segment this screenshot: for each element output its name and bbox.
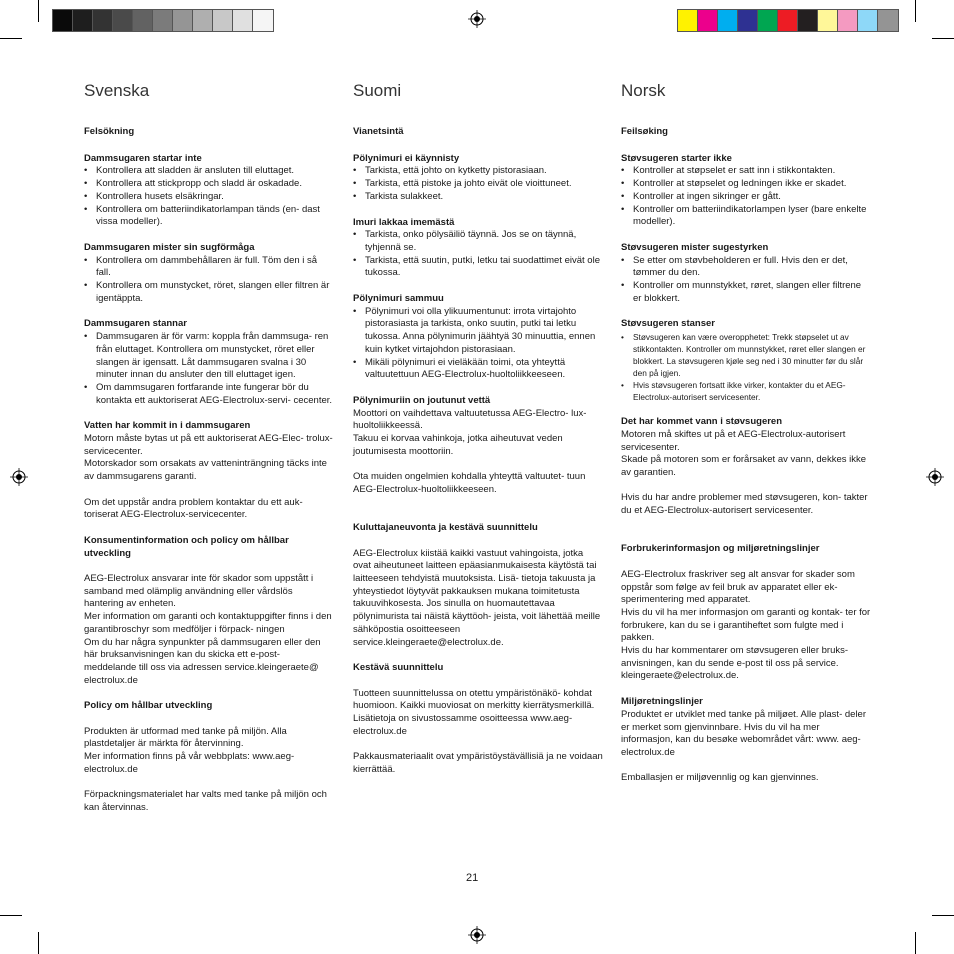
list-item: • Se etter om støvbeholderen er full. Hvis den er det, tømmer du den. [621,255,871,280]
paragraph: Hvis du vil ha mer informasjon om garanti og kontak- ter for forbrukere, kan du se i garantiheftet som fulgte med i pakken. [621,606,871,644]
registration-target-icon [468,10,486,28]
section-title: Dammsugaren mister sin sugförmåga [84,241,255,253]
section-title: Felsökning [84,126,135,137]
crop-mark [915,0,916,22]
section-title: Kuluttajaneuvonta ja kestävä suunnittelu [353,522,538,534]
list-item: • Støvsugeren kan være overopphetet: Trekk støpselet ut av stikkontakten. Kontroller om munnstykket, røret eller slangen er blokkert. La støvsugeren kjøle seg ned i 30 minutter før du slår den på igjen. [621,331,871,379]
section-title: Kestävä suunnittelu [353,662,444,674]
paragraph: Emballasjen er miljøvennlig og kan gjenvinnes. [621,772,819,784]
paragraph [353,458,603,471]
paragraph: Ota muiden ongelmien kohdalla yhteyttä valtuutet- tuun AEG-Electrolux-huoltoliikkeeseen. [353,471,586,495]
list-item: • Tarkista, että pistoke ja johto eivät ole vioittuneet. [353,178,603,191]
gray-swatch [213,10,233,31]
section [621,242,871,306]
paragraph: Mer information om garanti och kontaktuppgifter finns i den garantibroschyr som medföljer i förpack- ningen [84,611,332,635]
paragraph: AEG-Electrolux kiistää kaikki vastuut vahingoista, jotka ovat aiheutuneet laitteen epäasianmukaisesta käytöstä tai laitteeseen tehdyistä muutoksista. Lisä- tietoja takuusta ja yhteystiedot löytyvät pakkauksen mukana toimitetusta takuuvihkosesta. Jos sinulla on huomautettavaa pölynimurista tai näistä käyttöoh- jeista, voit lähettää meille sähköpostia osoitteeseen service.kleingeraete@electrolux.de. [353,547,601,648]
list-item: • Mikäli pölynimuri ei vieläkään toimi, ota yhteyttä valtuutettuun AEG-Electrolux-huoltoliikkeeseen. [353,357,603,382]
column-suomi [353,80,603,790]
crop-mark [0,38,22,39]
color-swatch [878,10,898,31]
list-item: • Tarkista, että johto on kytketty pistorasiaan. [353,165,603,178]
paragraph: Pakkausmateriaalit ovat ympäristöystävällisiä ja ne voidaan kierrättää. [353,751,603,775]
bullet-list [353,165,603,203]
section-title: Pölynimuriin on joutunut vettä [353,394,491,406]
color-swatch [818,10,838,31]
list-item: • Tarkista, että suutin, putki, letku tai suodattimet eivät ole tukossa. [353,255,603,280]
color-swatch [798,10,818,31]
crop-mark [38,0,39,22]
paragraph [621,760,871,773]
list-item: • Kontroller at ingen sikringer er gått. [621,191,871,204]
bullet-list [621,255,871,306]
section [84,318,334,407]
grayscale-calibration-strip [52,9,274,32]
color-swatch [738,10,758,31]
list-item: • Dammsugaren är för varm: koppla från dammsuga- ren från eluttaget. Kontrollera om munstycket, röret eller slangen är igensatt. Låt dammsugaren svalna i 30 minuter innan du ansluter den till eluttaget igen. [84,331,334,382]
bullet-list [621,165,871,229]
page-number: 21 [466,872,479,884]
section [621,126,871,139]
section-title: Forbrukerinformasjon og miljøretningslinjer [621,543,820,555]
gray-swatch [133,10,153,31]
color-swatch [858,10,878,31]
crop-mark [932,38,954,39]
section-title: Feilsøking [621,126,668,137]
bullet-list [353,306,603,382]
section [621,543,871,683]
paragraph: AEG-Electrolux fraskriver seg alt ansvar for skader som oppstår som følge av feil bruk av apparatet eller ek- sperimentering med apparatet. [621,568,855,606]
paragraph: Om du har några synpunkter på dammsugaren eller den här bruksanvisningen kan du skicka ett e-post- meddelande till oss via adressen service.kleingeraete@ electrolux.de [84,636,321,686]
language-heading: Suomi [353,81,402,100]
section-title: Vianetsintä [353,126,404,137]
crop-mark [932,915,954,916]
paragraph: Skade på motoren som er forårsaket av vann, dekkes ikke av garantien. [621,454,867,478]
section-title: Pölynimuri ei käynnisty [353,152,460,164]
section [84,420,334,522]
paragraph [84,777,334,790]
section-title: Vatten har kommit in i dammsugaren [84,420,251,432]
section-title: Policy om hållbar utveckling [84,700,213,712]
paragraph [621,518,871,531]
color-swatch [758,10,778,31]
section [621,318,871,403]
paragraph: Mer information finns på vår webbplats: www.aeg- electrolux.de [84,751,295,775]
section [84,700,334,814]
list-item: • Kontroller at støpselet og ledningen ikke er skadet. [621,178,871,191]
paragraph: Produkten är utformad med tanke på miljön. Alla plastdetaljer är märkta för återvinning. [84,725,287,750]
section [353,126,603,139]
gray-swatch [173,10,193,31]
paragraph: Produktet er utviklet med tanke på miljøet. Alle plast- deler er merket som gjenvinnbare. Hvis du vil ha mer informasjon, kan du besøke webområdet vårt: www. aeg-electrolux.de [621,708,867,758]
section-title: Imuri lakkaa imemästä [353,216,455,228]
paragraph: Om det uppstår andra problem kontaktar du ett auk- toriserat AEG-Electrolux-servicecenter. [84,496,303,521]
language-heading: Svenska [84,81,150,100]
crop-mark [0,915,22,916]
bullet-list [84,255,334,306]
bullet-list [621,331,871,403]
section [353,522,603,649]
list-item: • Pölynimuri voi olla ylikuumentunut: irrota virtajohto pistorasiasta ja tarkista, onko suutin, putki tai letku tukossa. Anna pölynimurin jäähtyä 30 minuuttia, ennen kuin kytket virtajohdon pistorasiaan. [353,306,603,357]
section-title: Pölynimuri sammuu [353,293,444,305]
list-item: • Tarkista sulakkeet. [353,191,603,204]
paragraph [353,497,603,510]
paragraph: Tuotteen suunnittelussa on otettu ympäristönäkö- kohdat huomioon. Kaikki muoviosat on merkitty kierrätysmerkillä. Lisätietoja on sivustossamme osoitteessa www.aeg-electrolux.de [353,687,595,737]
gray-swatch [113,10,133,31]
crop-mark [915,932,916,954]
registration-target-icon [10,468,28,486]
bullet-list [84,165,334,229]
gray-swatch [153,10,173,31]
language-heading: Norsk [621,81,666,100]
color-swatch [678,10,698,31]
section [84,535,334,687]
list-item: • Hvis støvsugeren fortsatt ikke virker, kontakter du et AEG-Electrolux-autorisert servicesenter. [621,379,871,403]
section-title: Støvsugeren starter ikke [621,152,732,164]
paragraph: Moottori on vaihdettava valtuutetussa AEG-Electro- lux-huoltoliikkeessä. [353,407,587,432]
section [353,153,603,204]
paragraph [353,738,603,751]
paragraph [621,480,871,493]
section [621,153,871,229]
paragraph: AEG-Electrolux ansvarar inte för skador som uppstått i samband med olämplig användning eller vårdslös hantering av enheten. [84,573,314,610]
crop-mark [38,932,39,954]
bullet-list [84,331,334,407]
color-swatch [698,10,718,31]
section [353,217,603,281]
gray-swatch [53,10,73,31]
paragraph: Hvis du har kommentarer om støvsugeren eller bruks- anvisningen, kan du sende e-post til oss på service. kleingeraete@electrolux.de. [621,645,849,682]
gray-swatch [93,10,113,31]
gray-swatch [193,10,213,31]
paragraph: Motorn måste bytas ut på ett auktoriserat AEG-Elec- trolux-servicecenter. [84,433,333,457]
registration-target-icon [468,926,486,944]
section [353,395,603,509]
section [621,416,871,530]
bullet-list [353,229,603,280]
color-calibration-strip [677,9,899,32]
section [621,696,871,785]
list-item: • Kontrollera att sladden är ansluten till eluttaget. [84,165,334,178]
list-item: • Om dammsugaren fortfarande inte fungerar bör du kontakta ett auktoriserat AEG-Electrolux-servi- cecenter. [84,382,334,407]
color-swatch [838,10,858,31]
section-title: Støvsugeren stanser [621,318,715,330]
section-title: Det har kommet vann i støvsugeren [621,416,783,428]
list-item: • Kontroller at støpselet er satt inn i stikkontakten. [621,165,871,178]
list-item: • Kontroller om batteriindikatorlampen lyser (bare enkelte modeller). [621,204,871,229]
paragraph [84,484,334,497]
registration-target-icon [926,468,944,486]
list-item: • Kontrollera om dammbehållaren är full. Töm den i så fall. [84,255,334,280]
section-title: Konsumentinformation och policy om hållbar utveckling [84,534,289,559]
color-swatch [718,10,738,31]
paragraph: Förpackningsmaterialet har valts med tanke på miljön och kan återvinnas. [84,789,327,813]
section [353,293,603,382]
color-swatch [778,10,798,31]
list-item: • Kontrollera om munstycket, röret, slangen eller filtren är igentäppta. [84,280,334,305]
paragraph: Motorskador som orsakats av vatteninträngning täcks inte av dammsugarens garanti. [84,458,327,483]
list-item: • Tarkista, onko pölysäiliö täynnä. Jos se on täynnä, tyhjennä se. [353,229,603,254]
section [84,153,334,229]
list-item: • Kontrollera husets elsäkringar. [84,191,334,204]
section-title: Dammsugaren stannar [84,318,187,330]
section-title: Dammsugaren startar inte [84,152,202,164]
list-item: • Kontrollera om batteriindikatorlampan tänds (en- dast vissa modeller). [84,204,334,229]
section [84,242,334,306]
section [353,662,603,776]
paragraph: Takuu ei korvaa vahinkoja, jotka aiheutuvat veden joutumisesta moottoriin. [353,433,563,457]
paragraph: Hvis du har andre problemer med støvsugeren, kon- takter du et AEG-Electrolux-autorisert servicesenter. [621,492,868,517]
gray-swatch [253,10,273,31]
column-norsk [621,80,871,798]
section [84,126,334,139]
column-svenska [84,80,334,828]
gray-swatch [73,10,93,31]
paragraph: Motoren må skiftes ut på et AEG-Electrolux-autorisert servicesenter. [621,428,846,453]
section-title: Miljøretningslinjer [621,696,703,708]
list-item: • Kontrollera att stickpropp och sladd är oskadade. [84,178,334,191]
gray-swatch [233,10,253,31]
section-title: Støvsugeren mister sugestyrken [621,241,769,253]
list-item: • Kontroller om munnstykket, røret, slangen eller filtrene er blokkert. [621,280,871,305]
